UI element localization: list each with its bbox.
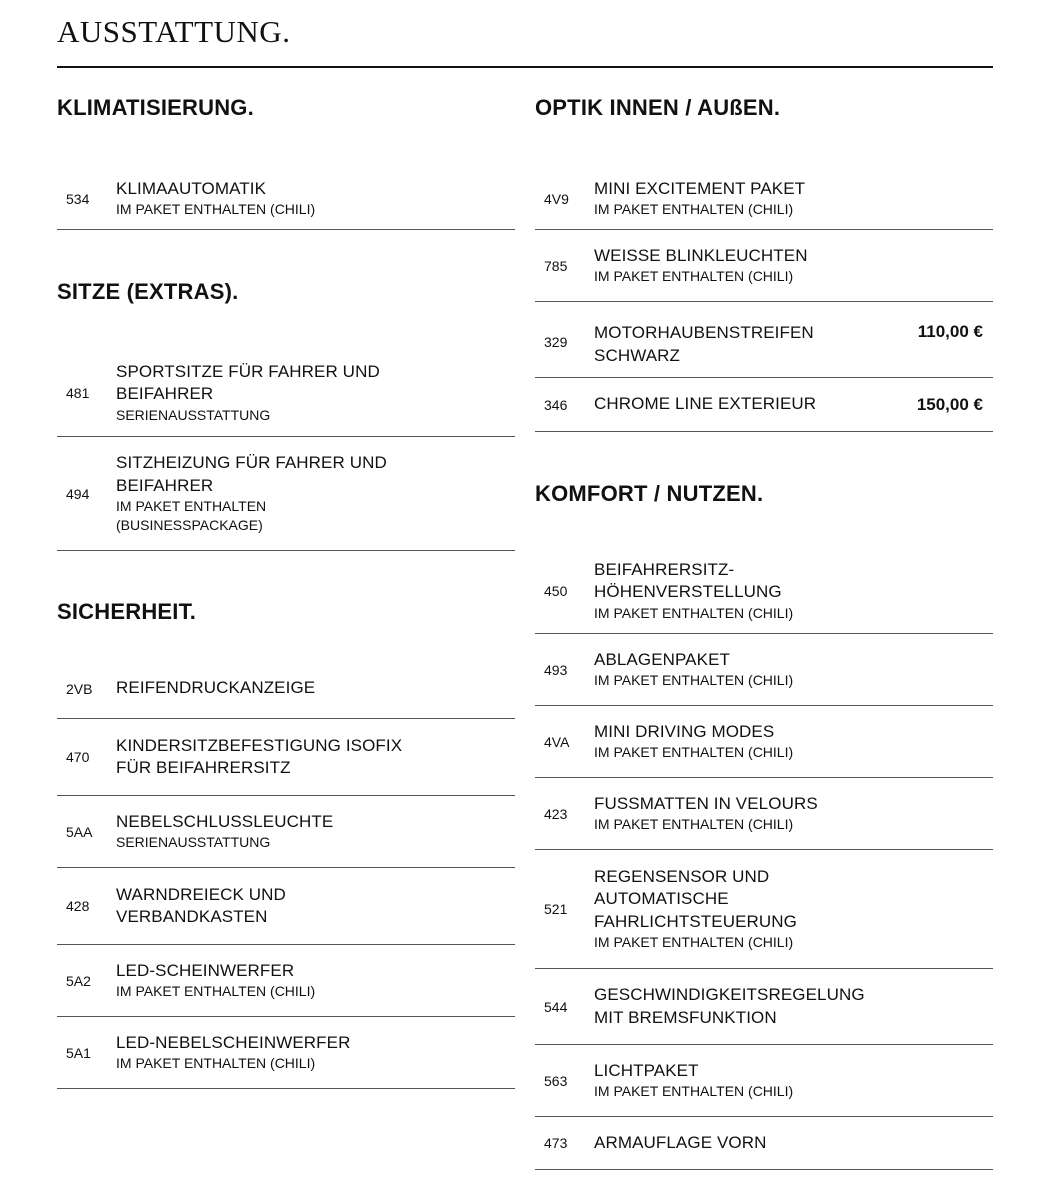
item-note: IM PAKET ENTHALTEN (CHILI) — [594, 201, 794, 218]
item-name-line: SITZHEIZUNG FÜR FAHRER UND — [116, 453, 387, 472]
item-name-line: AUTOMATISCHE — [594, 889, 729, 909]
item-name-line: GESCHWINDIGKEITSREGELUNG — [594, 985, 865, 1004]
list-item — [535, 969, 993, 1045]
item-note: IM PAKET ENTHALTEN (CHILI) — [116, 983, 316, 1000]
item-name: MINI DRIVING MODES — [594, 721, 775, 741]
item-name: LED-NEBELSCHEINWERFER — [116, 1032, 351, 1052]
item-note: IM PAKET ENTHALTEN (CHILI) — [594, 1083, 794, 1100]
list-item — [535, 230, 993, 302]
item-price: 110,00 € — [917, 322, 983, 341]
item-note: (BUSINESSPACKAGE) — [116, 517, 263, 533]
item-name-line: SPORTSITZE FÜR FAHRER UND — [116, 361, 380, 381]
item-code: 493 — [544, 661, 568, 678]
section-title-komfort: KOMFORT / NUTZEN. — [535, 481, 764, 506]
item-note: IM PAKET ENTHALTEN — [116, 498, 267, 514]
list-item — [57, 349, 515, 437]
item-name: ABLAGENPAKET — [594, 649, 730, 669]
list-item — [535, 778, 993, 850]
section-title-klimatisierung: KLIMATISIERUNG. — [57, 95, 254, 120]
item-code: 4VA — [544, 733, 570, 750]
item-code: 5AA — [66, 823, 93, 840]
item-note: IM PAKET ENTHALTEN (CHILI) — [594, 816, 794, 833]
item-name: LED-SCHEINWERFER — [116, 960, 295, 980]
item-code: 450 — [544, 582, 568, 599]
item-code: 428 — [66, 898, 90, 914]
item-code: 5A1 — [66, 1044, 91, 1061]
list-item — [535, 168, 993, 230]
item-code: 521 — [544, 901, 568, 917]
item-code: 2VB — [66, 680, 93, 697]
item-code: 4V9 — [544, 190, 569, 207]
item-name: MINI EXCITEMENT PAKET — [594, 178, 806, 198]
item-name-line: VERBANDKASTEN — [116, 907, 268, 926]
list-item — [535, 302, 993, 378]
item-code: 473 — [544, 1135, 568, 1151]
item-name-line: HÖHENVERSTELLUNG — [594, 582, 782, 601]
right-column — [535, 68, 993, 1170]
list-item — [57, 659, 515, 719]
section-title-optik: OPTIK INNEN / AUßEN. — [535, 95, 781, 120]
item-note: SERIENAUSSTATTUNG — [116, 406, 271, 423]
item-name-line: BEIFAHRERSITZ- — [594, 559, 735, 579]
item-name-line: KINDERSITZBEFESTIGUNG ISOFIX — [116, 735, 403, 755]
list-item — [57, 1017, 515, 1089]
item-note: IM PAKET ENTHALTEN (CHILI) — [594, 604, 794, 621]
item-name-line: MOTORHAUBENSTREIFEN — [594, 323, 814, 342]
item-note: SERIENAUSSTATTUNG — [116, 834, 271, 851]
item-code: 346 — [544, 396, 568, 413]
item-code: 423 — [544, 805, 568, 822]
list-item — [535, 706, 993, 778]
item-name: ARMAUFLAGE VORN — [594, 1132, 767, 1152]
list-item — [57, 168, 515, 230]
list-item — [535, 378, 993, 432]
item-name: REIFENDRUCKANZEIGE — [116, 678, 316, 698]
item-code: 494 — [66, 485, 90, 502]
item-note: IM PAKET ENTHALTEN (CHILI) — [116, 201, 316, 218]
list-item — [57, 719, 515, 796]
item-code: 544 — [544, 998, 568, 1015]
list-item — [535, 634, 993, 706]
item-name-line: WARNDREIECK UND — [116, 884, 286, 904]
list-item — [535, 850, 993, 969]
item-note: IM PAKET ENTHALTEN (CHILI) — [594, 268, 794, 285]
section-title-sitze: SITZE (EXTRAS). — [57, 279, 239, 304]
item-note: IM PAKET ENTHALTEN (CHILI) — [594, 934, 794, 951]
list-item — [57, 945, 515, 1017]
list-item — [57, 796, 515, 868]
page-title: AUSSTATTUNG. — [57, 14, 291, 49]
section-title-sicherheit: SICHERHEIT. — [57, 599, 197, 624]
item-note: IM PAKET ENTHALTEN (CHILI) — [594, 672, 794, 689]
item-code: 534 — [66, 190, 90, 207]
item-code: 5A2 — [66, 972, 91, 989]
item-price: 150,00 € — [916, 394, 983, 414]
item-name: NEBELSCHLUSSLEUCHTE — [116, 811, 334, 831]
item-code: 329 — [544, 334, 568, 350]
item-code: 785 — [544, 257, 568, 274]
item-code: 470 — [66, 749, 90, 765]
item-name: WEISSE BLINKLEUCHTEN — [594, 245, 808, 265]
list-item — [535, 1045, 993, 1117]
item-code: 481 — [66, 384, 90, 401]
item-name-line: FÜR BEIFAHRERSITZ — [116, 758, 291, 777]
item-name-line: REGENSENSOR UND — [594, 866, 770, 886]
item-name-line: FAHRLICHTSTEUERUNG — [594, 911, 797, 931]
item-note: IM PAKET ENTHALTEN (CHILI) — [594, 744, 794, 761]
item-name-line: BEIFAHRER — [116, 475, 214, 495]
item-name: FUSSMATTEN IN VELOURS — [594, 793, 818, 813]
list-item — [57, 868, 515, 945]
list-item — [535, 548, 993, 634]
item-name: KLIMAAUTOMATIK — [116, 178, 267, 198]
item-name-line: MIT BREMSFUNKTION — [594, 1007, 777, 1027]
item-name-line: BEIFAHRER — [116, 384, 214, 403]
item-name-line: SCHWARZ — [594, 345, 681, 365]
item-name: LICHTPAKET — [594, 1060, 699, 1080]
item-name: CHROME LINE EXTERIEUR — [594, 394, 817, 414]
list-item — [535, 1117, 993, 1170]
item-code: 563 — [544, 1072, 568, 1089]
item-note: IM PAKET ENTHALTEN (CHILI) — [116, 1055, 316, 1072]
list-item — [57, 437, 515, 551]
left-column — [57, 68, 515, 1089]
